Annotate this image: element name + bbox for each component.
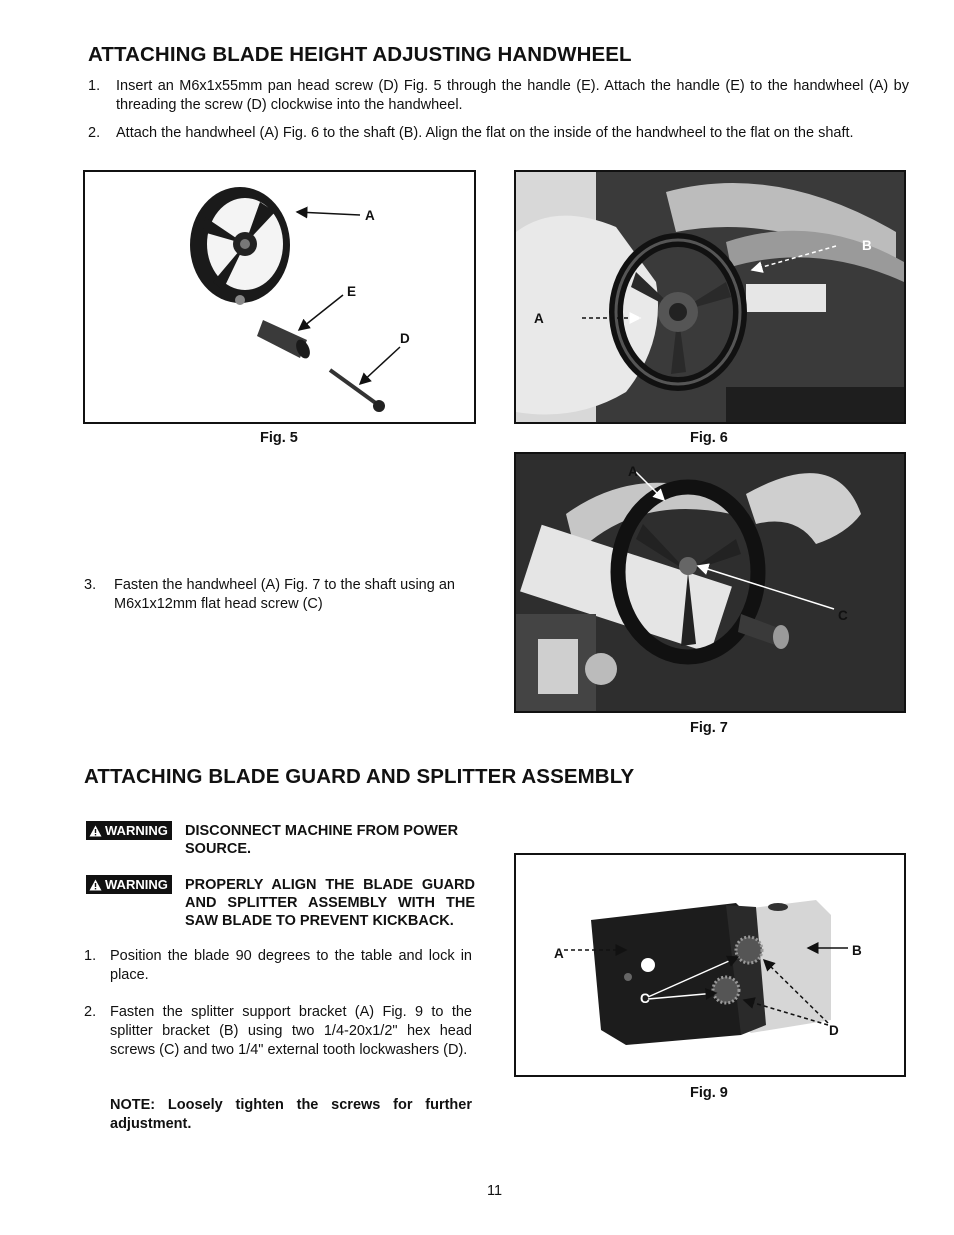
label-a: A bbox=[628, 464, 638, 479]
figure-5-caption: Fig. 5 bbox=[260, 430, 298, 446]
step-text: Fasten the handwheel (A) Fig. 7 to the shaft using an M6x1x12mm flat head screw (C) bbox=[114, 577, 455, 612]
section-title-blade-guard: ATTACHING BLADE GUARD AND SPLITTER ASSEMBLY bbox=[84, 765, 635, 788]
label-d: D bbox=[400, 331, 410, 346]
step-text: Attach the handwheel (A) Fig. 6 to the shaft (B). Align the flat on the inside of the handwheel to the flat on the shaft. bbox=[116, 125, 854, 141]
figure-9 bbox=[514, 853, 906, 1077]
figure-6-caption: Fig. 6 bbox=[690, 430, 728, 446]
warning-text-1: DISCONNECT MACHINE FROM POWER SOURCE. bbox=[185, 823, 459, 857]
step-number: 1. bbox=[88, 78, 101, 94]
figure-6 bbox=[514, 170, 906, 424]
label-e: E bbox=[347, 284, 357, 299]
step-number: 1. bbox=[84, 948, 97, 964]
warning-triangle-icon bbox=[89, 879, 102, 891]
label-b: B bbox=[862, 238, 872, 253]
label-d: D bbox=[829, 1023, 839, 1038]
label-c: C bbox=[640, 991, 650, 1006]
step-text: Position the blade 90 degrees to the table and lock in place. bbox=[110, 948, 472, 983]
step-text: Fasten the splitter support bracket (A) Fig. 9 to the splitter bracket (B) using two 1/4-20x1/2" hex head screws (C) and two 1/4" external tooth lockwashers (D). bbox=[110, 1004, 472, 1058]
section-title-handwheel: ATTACHING BLADE HEIGHT ADJUSTING HANDWHEEL bbox=[88, 43, 632, 66]
warning-triangle-icon bbox=[89, 825, 102, 837]
handwheel-fastened-photo bbox=[516, 454, 904, 711]
figure-9-caption: Fig. 9 bbox=[690, 1085, 728, 1101]
warning-label: WARNING bbox=[105, 877, 168, 892]
warning-badge bbox=[86, 875, 172, 894]
figure-7-caption: Fig. 7 bbox=[690, 720, 728, 736]
note: NOTE: Loosely tighten the screws for further adjustment. bbox=[110, 1097, 472, 1132]
label-a: A bbox=[554, 946, 564, 961]
figure-5 bbox=[83, 170, 476, 424]
step-number: 3. bbox=[84, 577, 97, 593]
step-text: Insert an M6x1x55mm pan head screw (D) Fig. 5 through the handle (E). Attach the handle (E) to the handwheel (A) by threading the screw (D) clockwise into the handwheel. bbox=[116, 78, 909, 113]
label-c: C bbox=[838, 608, 848, 623]
label-a: A bbox=[365, 208, 375, 223]
step-number: 2. bbox=[84, 1004, 97, 1020]
label-a: A bbox=[534, 311, 544, 326]
handwheel-on-shaft-photo bbox=[516, 172, 904, 422]
step-number: 2. bbox=[88, 125, 101, 141]
label-b: B bbox=[852, 943, 862, 958]
page-number: 11 bbox=[487, 1183, 503, 1199]
splitter-bracket-photo bbox=[516, 855, 904, 1075]
handwheel-parts-illustration bbox=[85, 172, 474, 422]
warning-label: WARNING bbox=[105, 823, 168, 838]
warning-text-2: PROPERLY ALIGN THE BLADE GUARD AND SPLITTER ASSEMBLY WITH THE SAW BLADE TO PREVENT KICKBACK. bbox=[185, 877, 475, 929]
warning-badge bbox=[86, 821, 172, 840]
figure-7 bbox=[514, 452, 906, 713]
